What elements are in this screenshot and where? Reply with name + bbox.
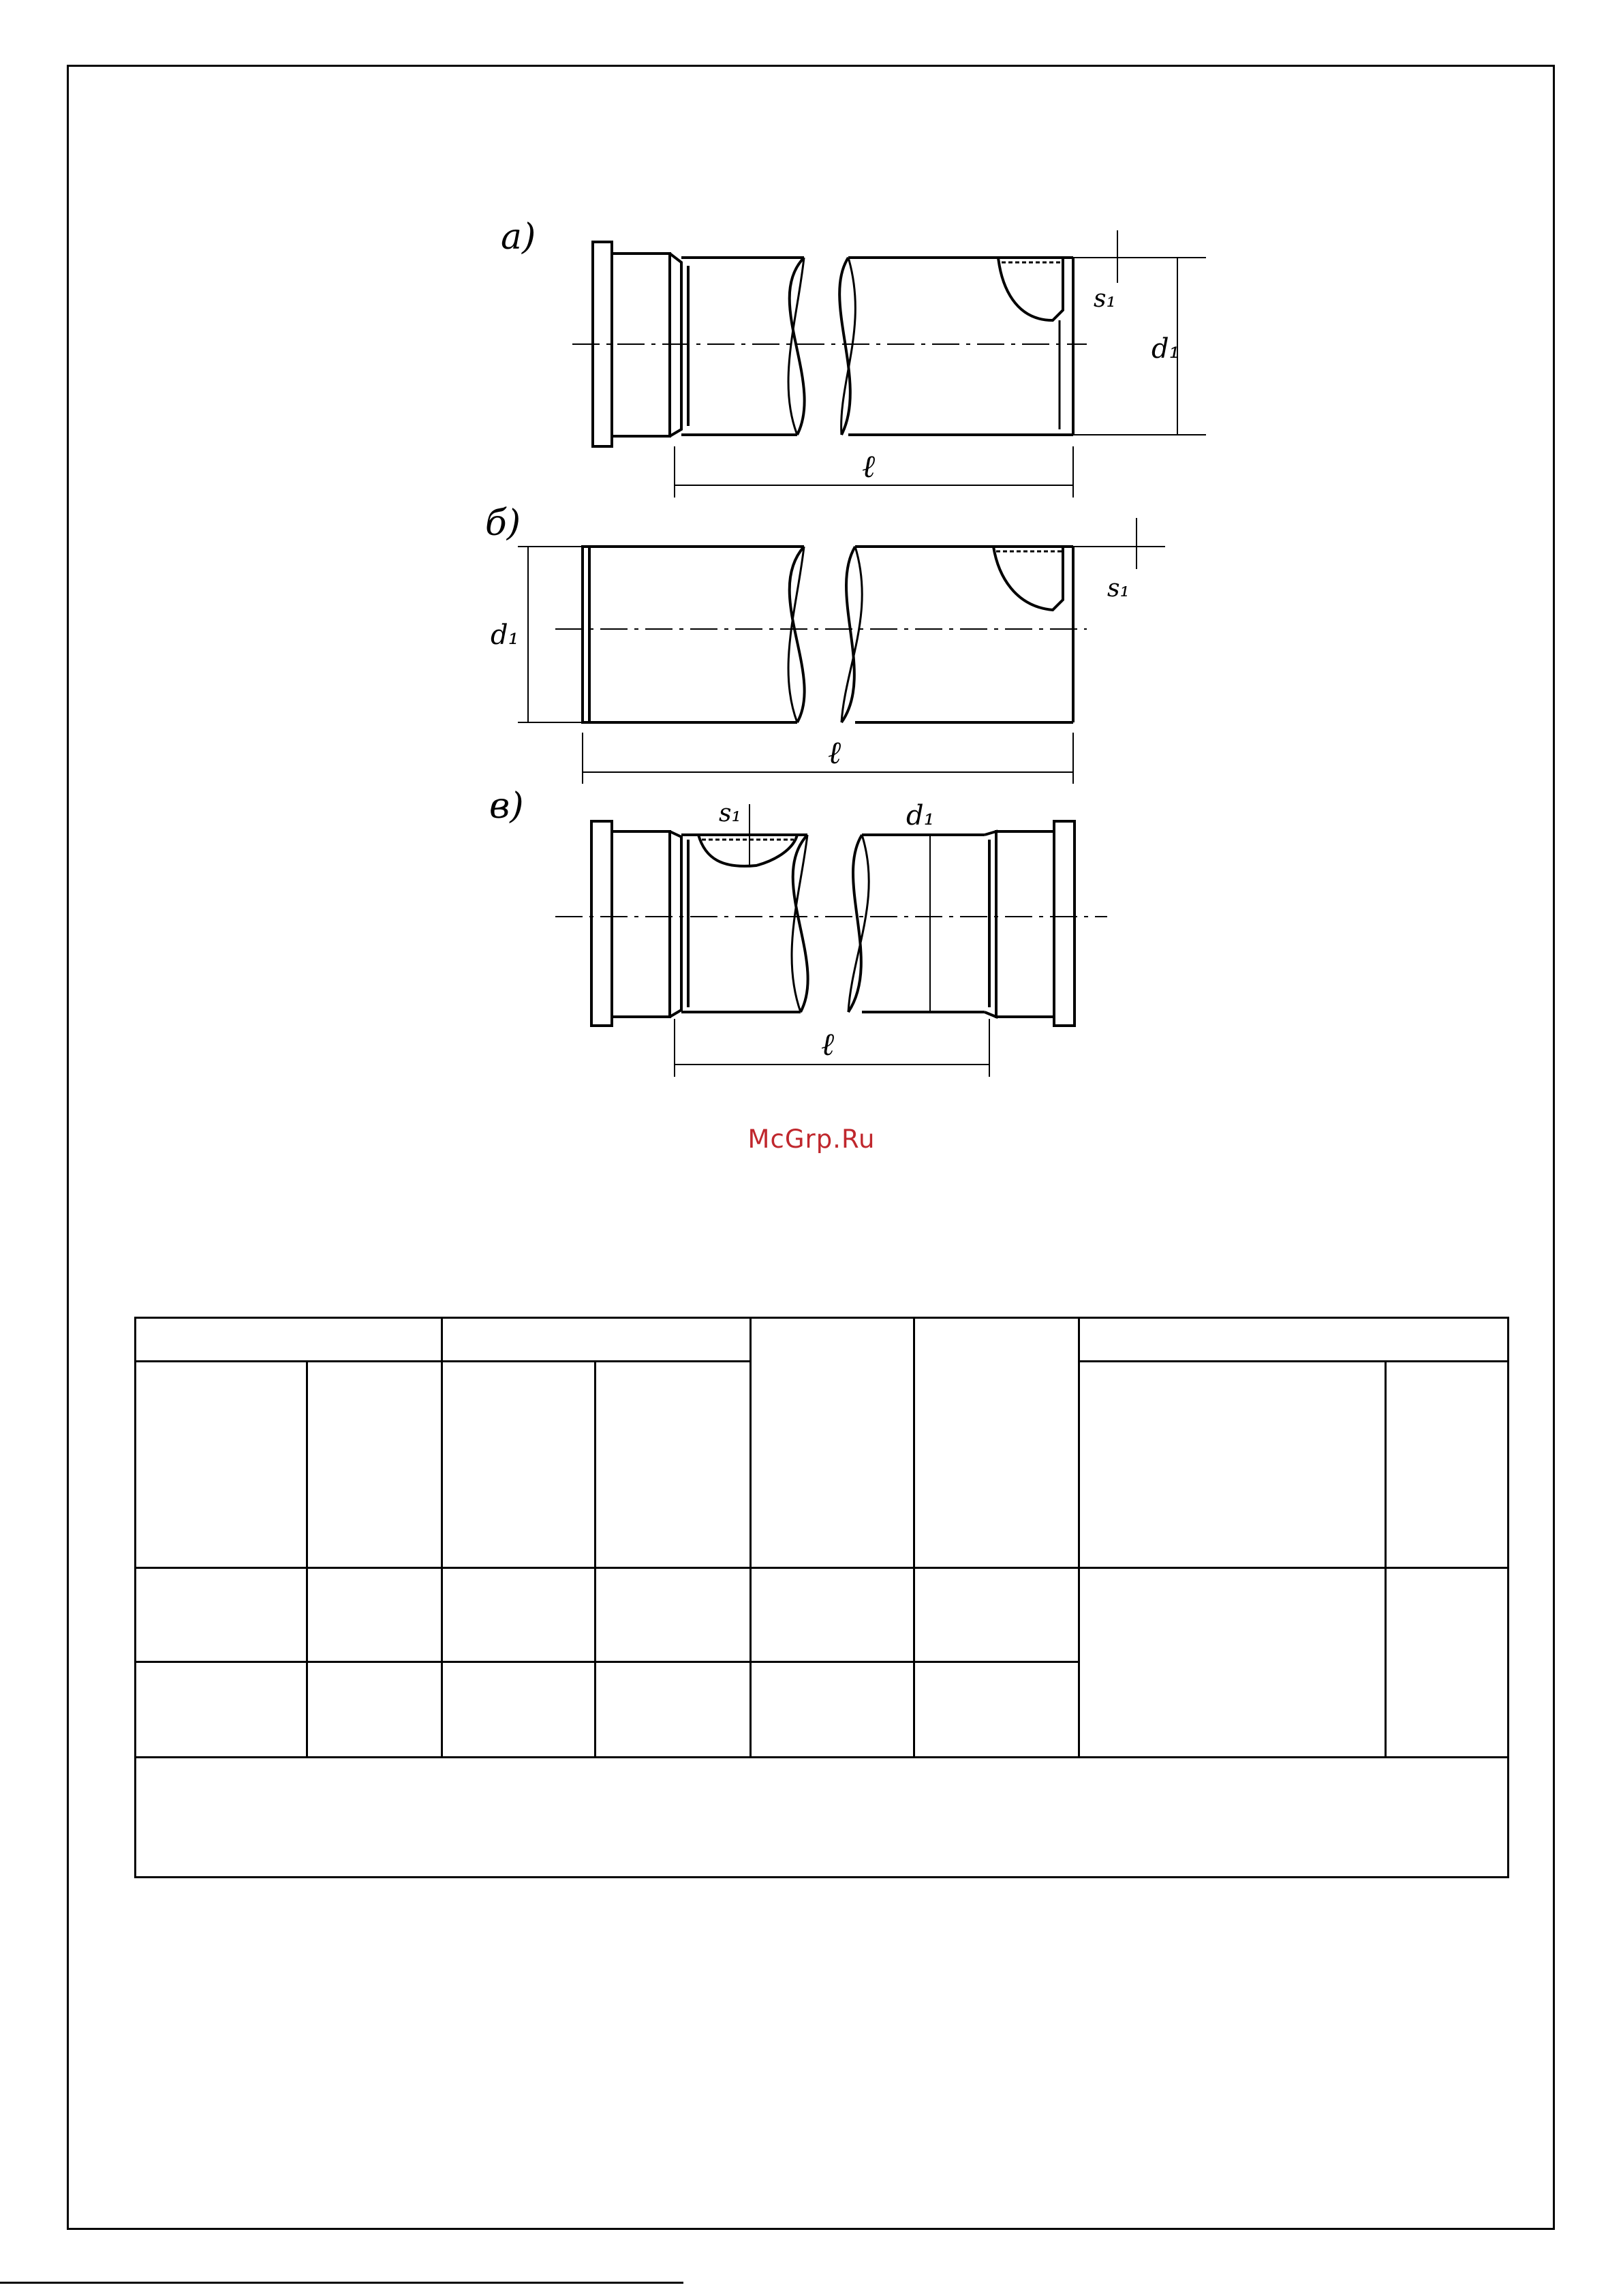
header-cell [136,1318,442,1362]
subheader-cell [136,1362,307,1568]
panel-b-label: б) [485,503,521,544]
table-cell [914,1568,1079,1662]
spec-table [134,1317,1509,1878]
table-cell [751,1568,914,1662]
break-line-right [839,258,850,435]
table-cell [751,1662,914,1758]
dim-d1-c: d₁ [906,800,935,831]
table-cell [596,1662,751,1758]
panel-a [501,217,1206,498]
table-cell [307,1662,442,1758]
panel-c [489,786,1107,1077]
table-cell [307,1568,442,1662]
table-row [136,1568,1509,1662]
dim-d1-a: d₁ [1151,333,1180,365]
table-cell [596,1568,751,1662]
table-cell [914,1662,1079,1758]
subheader-cell [596,1362,751,1568]
cutaway-wall [998,258,1063,320]
subheader-cell [307,1362,442,1568]
table-cell [442,1568,596,1662]
footnote-rule [0,2282,683,2284]
panel-b [485,503,1165,784]
plain-end [583,547,589,722]
panel-a-label: а) [501,217,536,258]
header-cell [1079,1318,1509,1362]
table-cell [136,1568,307,1662]
pipe-drawing [0,0,1623,1104]
dim-l-b: ℓ [828,734,841,771]
header-cell [751,1318,914,1568]
table-cell [1386,1568,1509,1758]
subheader-cell [1079,1362,1386,1568]
dim-l-c: ℓ [821,1026,835,1062]
table-cell [442,1662,596,1758]
header-cell [914,1318,1079,1568]
panel-c-label: в) [489,786,524,827]
dim-d1-b: d₁ [491,619,519,651]
dim-s1-a: s₁ [1094,285,1116,313]
table-cell [1079,1568,1386,1758]
header-cell [442,1318,751,1362]
subheader-cell [442,1362,596,1568]
dim-l-a: ℓ [862,448,876,485]
subheader-cell [1386,1362,1509,1568]
dim-s1-b: s₁ [1107,575,1130,602]
table-footnote [136,1758,1509,1878]
dim-s1-c: s₁ [719,799,741,827]
table-cell [136,1662,307,1758]
watermark: McGrp.Ru [747,1124,876,1154]
